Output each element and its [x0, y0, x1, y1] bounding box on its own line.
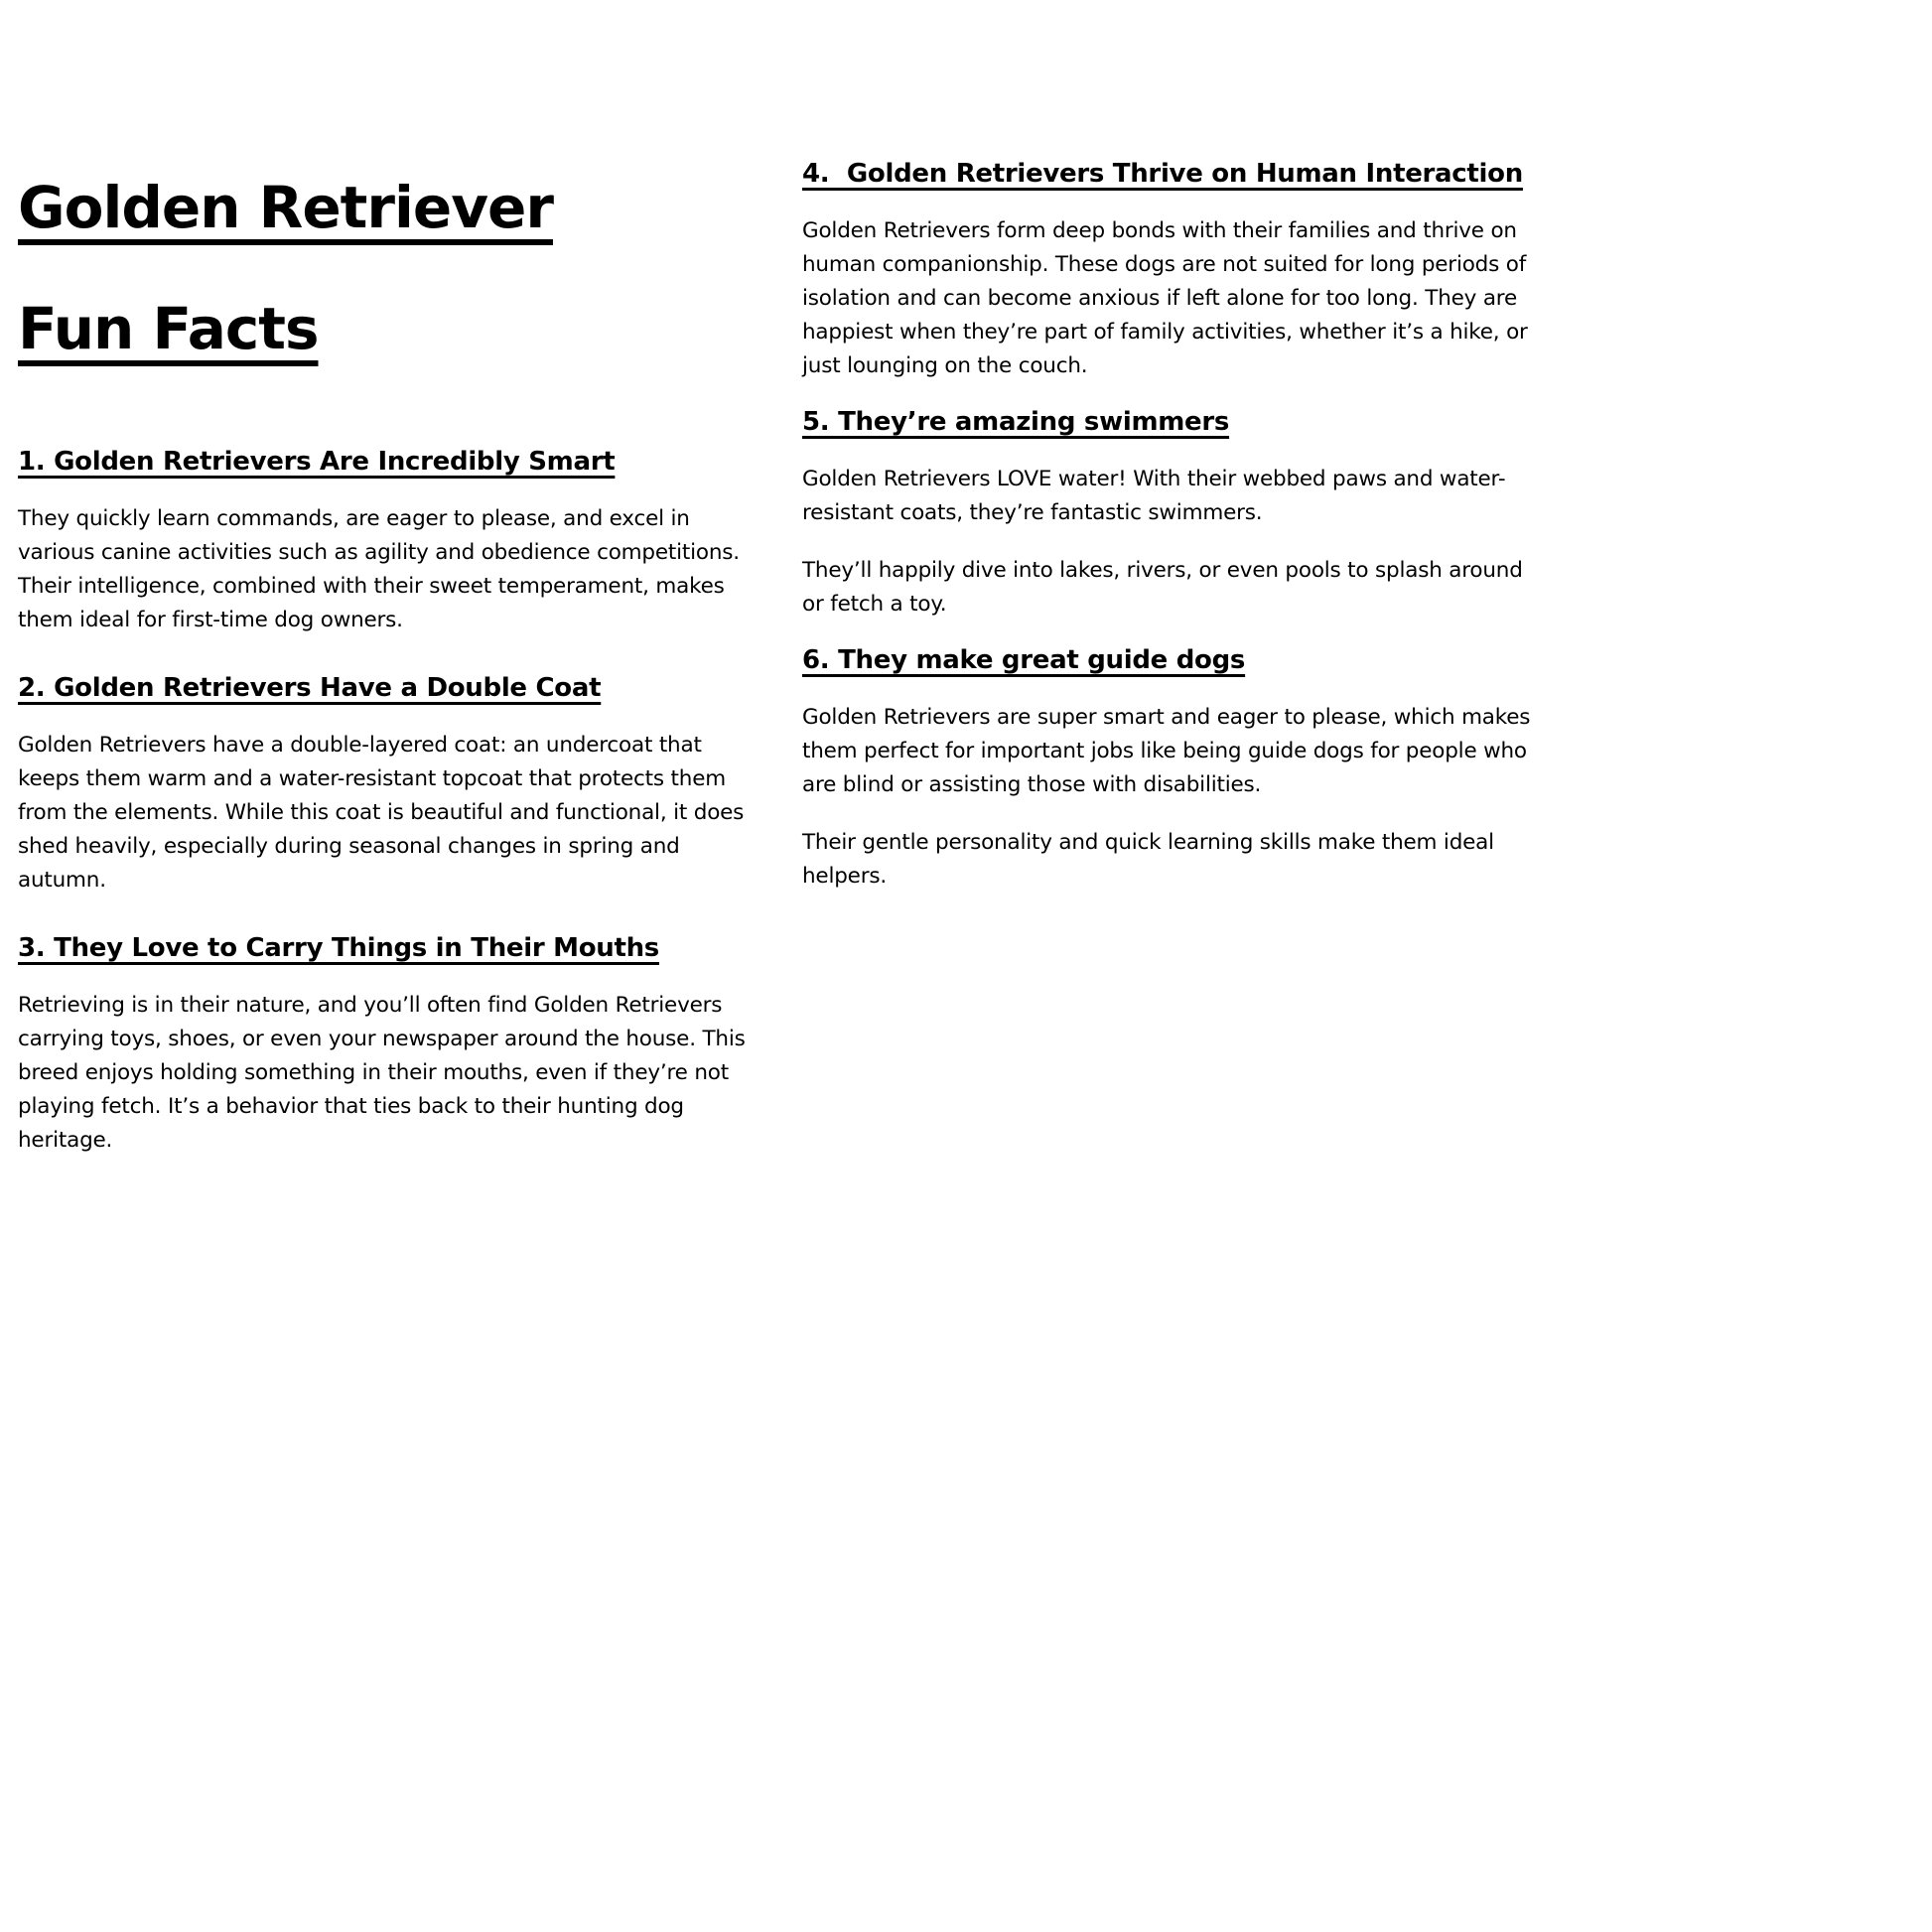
right-column: [802, 147, 1539, 1181]
section-5-heading: 5. They’re amazing swimmers: [802, 407, 1230, 437]
section-6-paragraph-1: Golden Retrievers are super smart and eager to please, which makes them perfect for important jobs like being guide dogs for people who are blind or assisting those with disabilities.: [802, 705, 1531, 797]
section-3-paragraph-1: Retrieving is in their nature, and you’ll often find Golden Retrievers carrying toys, shoes, or even your newspaper around the house. This breed enjoys holding something in their mouths, even if they’re not playing fetch. It’s a behavior that ties back to their hunting dog heritage.: [18, 993, 746, 1153]
section-2-paragraph-1: Golden Retrievers have a double-layered coat: an undercoat that keeps them warm and a water-resistant topcoat that protects them from the elements. While this coat is beautiful and functional, it does shed heavily, especially during seasonal changes in spring and autumn.: [18, 733, 745, 893]
title-line-1: Golden Retriever: [18, 174, 553, 241]
left-column: [18, 147, 755, 1181]
section-3: [18, 933, 755, 1158]
section-4-paragraph-1: Golden Retrievers form deep bonds with their families and thrive on human companionship. These dogs are not suited for long periods of isolation and can become anxious if left alone for too long. They are happiest when they’re part of family activities, whether it’s a hike, or just lounging on the couch.: [802, 218, 1528, 378]
section-1-paragraph-1: They quickly learn commands, are eager to please, and excel in various canine activities such as agility and obedience competitions. Their intelligence, combined with their sweet temperament, makes them ideal for first-time dog owners.: [18, 506, 740, 632]
section-6: [802, 645, 1539, 894]
section-6-paragraph-2: Their gentle personality and quick learning skills make them ideal helpers.: [802, 830, 1494, 889]
section-4-heading: 4. Golden Retrievers Thrive on Human Interaction: [802, 159, 1523, 189]
section-5-paragraph-2: They’ll happily dive into lakes, rivers, or even pools to splash around or fetch a toy.: [802, 558, 1523, 617]
section-1-heading: 1. Golden Retrievers Are Incredibly Smart: [18, 447, 616, 477]
section-2-heading: 2. Golden Retrievers Have a Double Coat: [18, 673, 602, 703]
section-5: [802, 407, 1539, 621]
section-4: [802, 159, 1539, 383]
section-5-paragraph-1: Golden Retrievers LOVE water! With their webbed paws and water-resistant coats, they’re fantastic swimmers.: [802, 467, 1506, 525]
section-6-heading: 6. They make great guide dogs: [802, 645, 1246, 675]
section-2: [18, 673, 755, 897]
section-3-heading: 3. They Love to Carry Things in Their Mouths: [18, 933, 659, 963]
document-title: [18, 147, 755, 389]
section-1: [18, 447, 755, 637]
title-line-2: Fun Facts: [18, 295, 319, 362]
